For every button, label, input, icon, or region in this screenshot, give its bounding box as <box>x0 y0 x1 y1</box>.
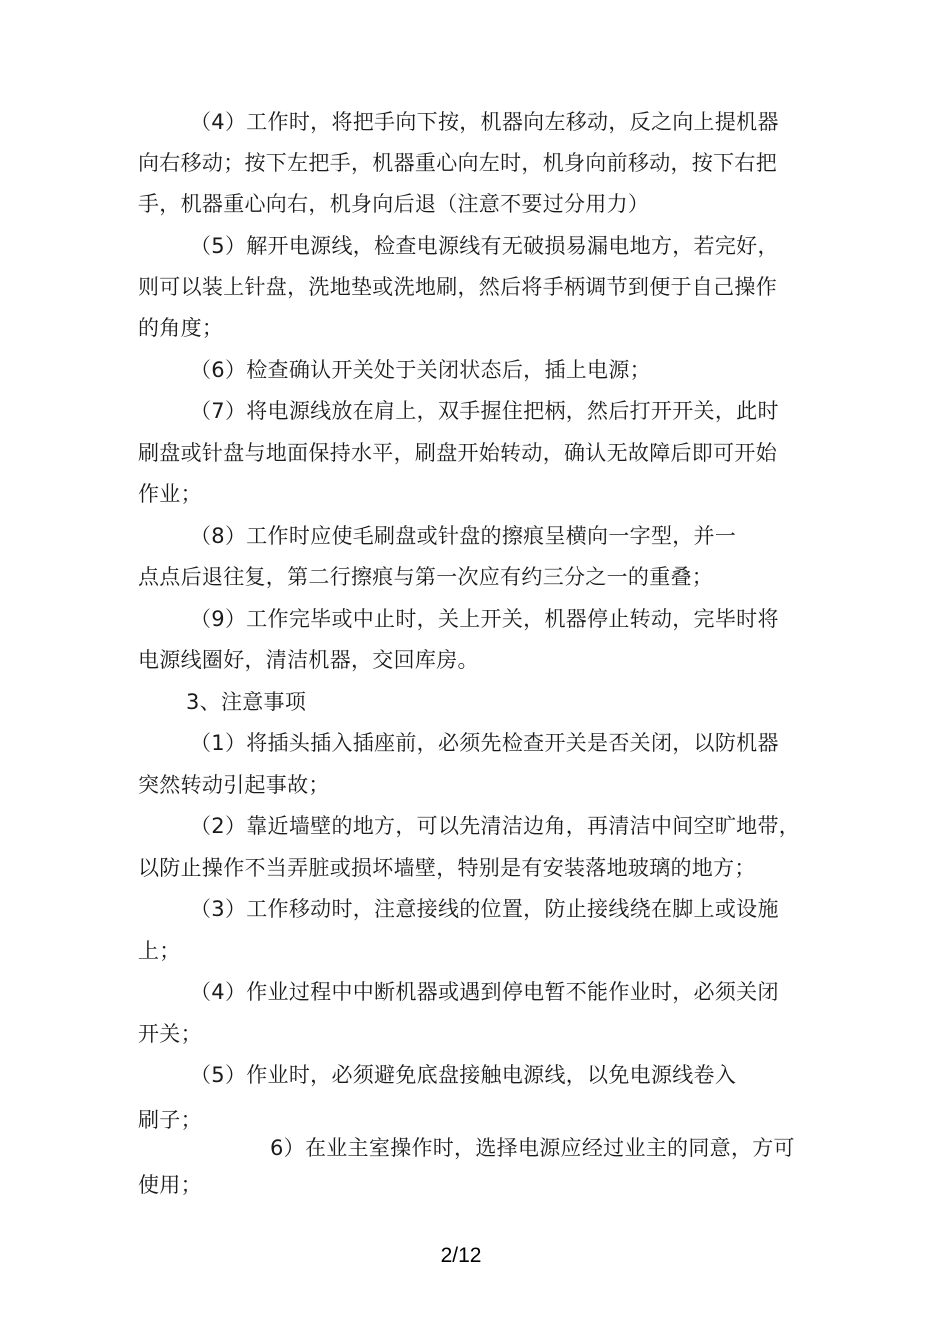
text-line: 则可以装上针盘，洗地垫或洗地刷，然后将手柄调节到便于自己操作 <box>138 275 777 299</box>
text-line: 开关； <box>138 1022 202 1046</box>
text-line: 点点后退往复，第二行擦痕与第一次应有约三分之一的重叠； <box>138 565 714 589</box>
text-line: 刷子； <box>138 1108 202 1132</box>
section-heading: 3、注意事项 <box>186 690 307 714</box>
text-line: 以防止操作不当弄脏或损坏墙壁，特别是有安装落地玻璃的地方； <box>138 856 756 880</box>
text-line: （3）工作移动时，注意接线的位置，防止接线绕在脚上或设施 <box>190 897 779 921</box>
text-line: 电源线圈好，清洁机器，交回库房。 <box>138 648 479 672</box>
text-line: （7）将电源线放在肩上，双手握住把柄，然后打开开关，此时 <box>190 399 779 423</box>
text-line: 刷盘或针盘与地面保持水平，刷盘开始转动，确认无故障后即可开始 <box>138 441 777 465</box>
text-line: （6）检查确认开关处于关闭状态后，插上电源； <box>190 358 651 382</box>
text-line: 6）在业主室操作时，选择电源应经过业主的同意，方可 <box>270 1136 795 1160</box>
text-line: （4）作业过程中中断机器或遇到停电暂不能作业时，必须关闭 <box>190 980 779 1004</box>
text-line: （2）靠近墙壁的地方，可以先清洁边角，再清洁中间空旷地带， <box>190 814 801 838</box>
text-line: 作业； <box>138 482 202 506</box>
text-line: （4）工作时，将把手向下按，机器向左移动，反之向上提机器 <box>190 110 779 134</box>
text-line: （1）将插头插入插座前，必须先检查开关是否关闭，以防机器 <box>190 731 779 755</box>
text-line: （9）工作完毕或中止时，关上开关，机器停止转动，完毕时将 <box>190 607 779 631</box>
text-line: （5）作业时，必须避免底盘接触电源线，以免电源线卷入 <box>190 1063 737 1087</box>
text-line: 的角度； <box>138 316 224 340</box>
text-line: （5）解开电源线，检查电源线有无破损易漏电地方，若完好， <box>190 234 779 258</box>
text-line: （8）工作时应使毛刷盘或针盘的擦痕呈横向一字型，并一 <box>190 524 737 548</box>
text-line: 上； <box>138 939 181 963</box>
text-line: 使用； <box>138 1173 202 1197</box>
text-line: 突然转动引起事故； <box>138 773 330 797</box>
page-number: 2/12 <box>440 1244 482 1267</box>
text-line: 向右移动；按下左把手，机器重心向左时，机身向前移动，按下右把 <box>138 151 777 175</box>
text-line: 手，机器重心向右，机身向后退（注意不要过分用力） <box>138 192 650 216</box>
